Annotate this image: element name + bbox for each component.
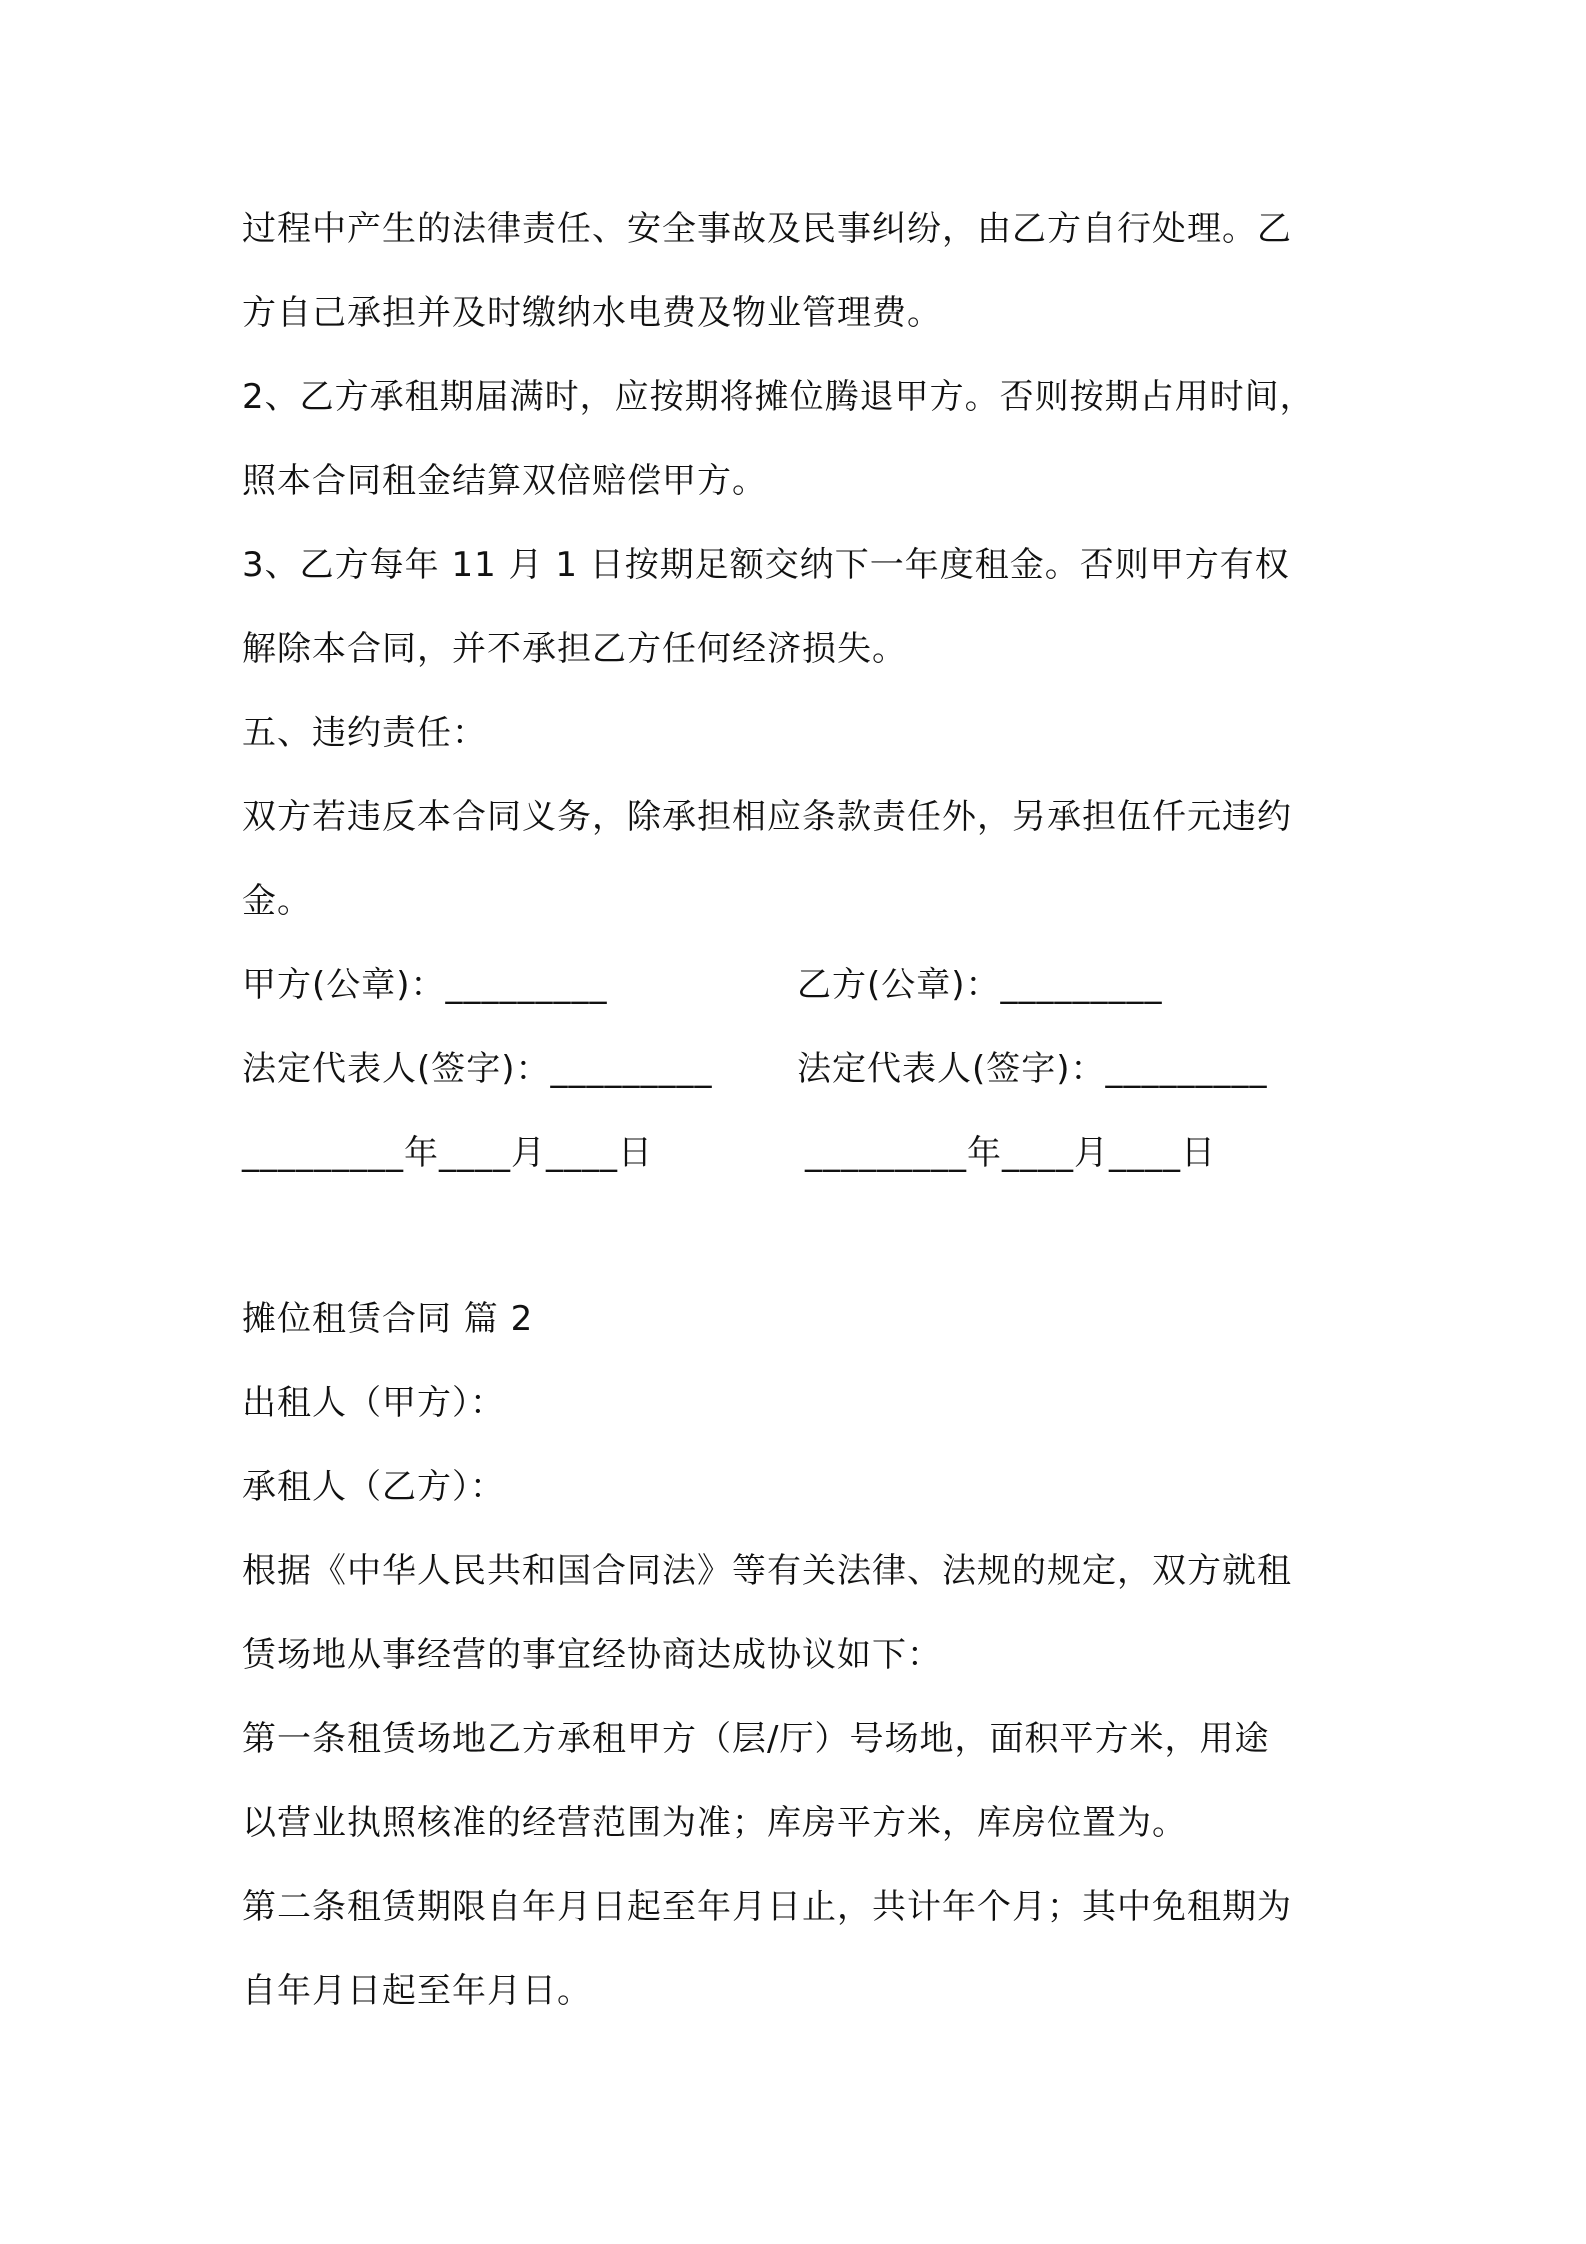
article-2-line: 自年月日起至年月日。 xyxy=(242,1971,592,2011)
article-2-line: 第二条租赁期限自年月日起至年月日止，共计年个月；其中免租期为 xyxy=(242,1887,1292,1927)
lessor-label: 出租人（甲方）： xyxy=(242,1383,505,1423)
paragraph-line: 双方若违反本合同义务，除承担相应条款责任外，另承担伍仟元违约 xyxy=(242,797,1292,837)
intro-line: 赁场地从事经营的事宜经协商达成协议如下： xyxy=(242,1635,942,1675)
clause-2-line: 照本合同租金结算双倍赔偿甲方。 xyxy=(242,461,767,501)
intro-line: 根据《中华人民共和国合同法》等有关法律、法规的规定，双方就租 xyxy=(242,1551,1292,1591)
party-a-seal: 甲方(公章)：_________ xyxy=(242,965,608,1005)
clause-3-line: 3、乙方每年 11 月 1 日按期足额交纳下一年度租金。否则甲方有权 xyxy=(242,545,1290,585)
contract-title: 摊位租赁合同 篇 2 xyxy=(242,1299,534,1339)
signature-row-seal xyxy=(242,963,1163,1007)
clause-3-line: 解除本合同，并不承担乙方任何经济损失。 xyxy=(242,629,907,669)
paragraph-line: 金。 xyxy=(242,881,312,921)
party-a-date: _________年____月____日 xyxy=(242,1133,653,1173)
clause-2-line: 2、乙方承租期届满时，应按期将摊位腾退甲方。否则按期占用时间， xyxy=(242,377,1315,417)
signature-row-representative xyxy=(242,1047,1268,1091)
section-heading: 五、违约责任： xyxy=(242,713,487,753)
party-b-representative: 法定代表人(签字)：_________ xyxy=(797,1049,1268,1089)
article-1-line: 第一条租赁场地乙方承租甲方（层/厅）号场地，面积平方米，用途 xyxy=(242,1719,1270,1759)
signature-row-date xyxy=(242,1131,1216,1175)
paragraph-line: 过程中产生的法律责任、安全事故及民事纠纷，由乙方自行处理。乙 xyxy=(242,209,1292,249)
party-b-seal: 乙方(公章)：_________ xyxy=(797,965,1163,1005)
article-1-line: 以营业执照核准的经营范围为准；库房平方米，库房位置为。 xyxy=(242,1803,1187,1843)
party-a-representative: 法定代表人(签字)：_________ xyxy=(242,1049,713,1089)
party-b-date: _________年____月____日 xyxy=(805,1133,1216,1173)
paragraph-line: 方自己承担并及时缴纳水电费及物业管理费。 xyxy=(242,293,942,333)
lessee-label: 承租人（乙方）： xyxy=(242,1467,505,1507)
